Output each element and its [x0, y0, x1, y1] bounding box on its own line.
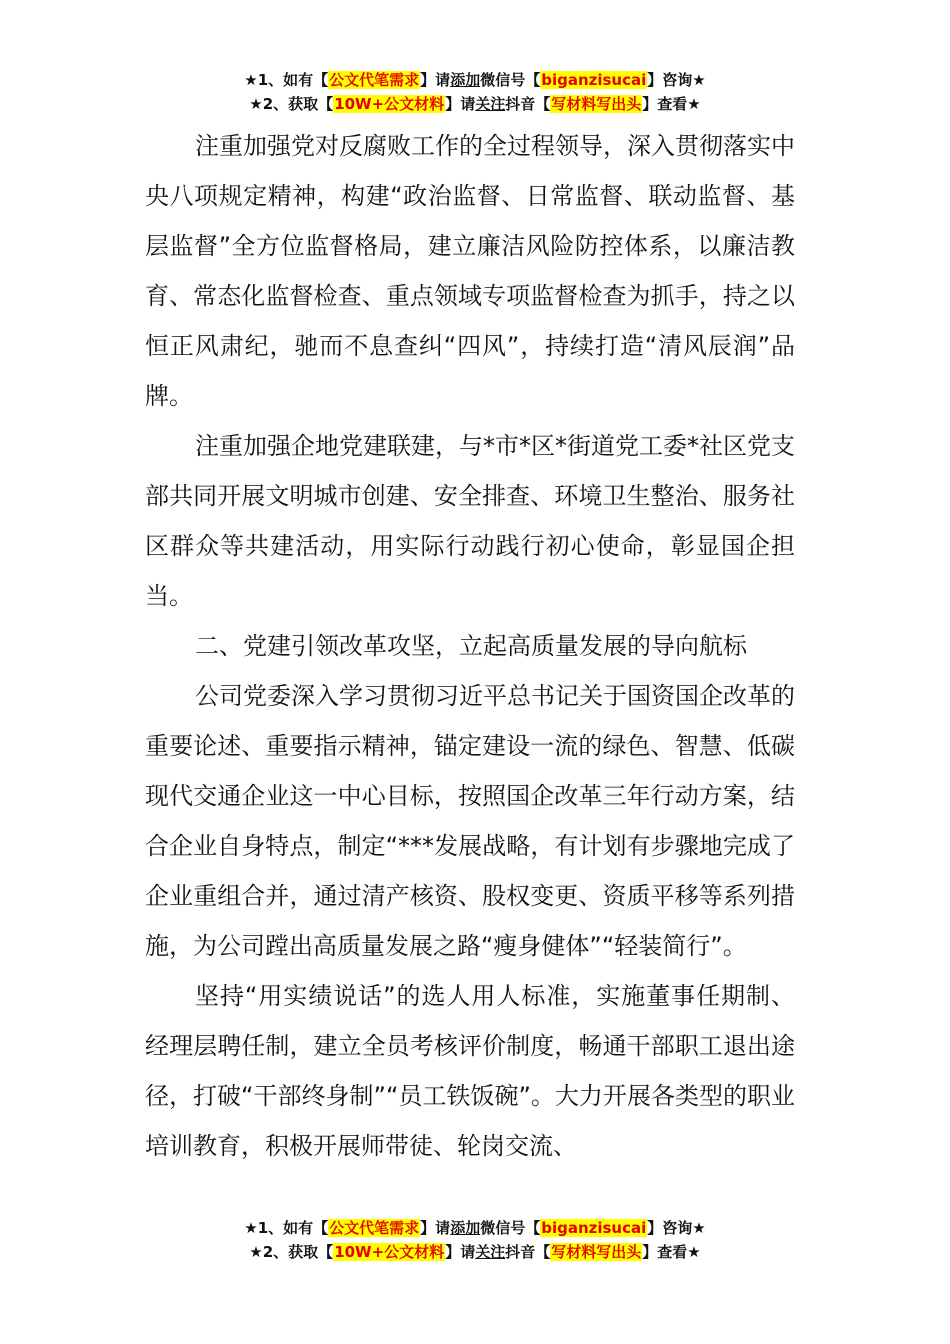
banner-text: ★2、获取【	[249, 95, 334, 113]
banner-text: 】请	[420, 71, 451, 89]
banner-text: 抖音【	[505, 1243, 551, 1261]
underlined-text: 添加	[450, 1219, 481, 1237]
header-banner	[0, 68, 950, 116]
banner-line-2	[0, 92, 950, 116]
highlight-service: 公文代笔需求	[329, 71, 420, 89]
paragraph: 坚持“用实绩说话”的选人用人标准，实施董事任期制、经理层聘任制，建立全员考核评价制度，畅通干部职工退出途径，打破“干部终身制”“员工铁饭碗”。大力开展各类型的职业培训教育，积极开展师带徒、轮岗交流、	[145, 982, 795, 1160]
banner-line-1	[0, 68, 950, 92]
highlight-service: 公文代笔需求	[329, 1219, 420, 1237]
highlight-materials: 10W+公文材料	[334, 1243, 445, 1261]
highlight-materials: 10W+公文材料	[334, 95, 445, 113]
banner-text: ★1、如有【	[244, 1219, 329, 1237]
banner-text: 】咨询★	[647, 71, 706, 89]
banner-line-2	[0, 1240, 950, 1264]
paragraph: 注重加强企地党建联建，与*市*区*街道党工委*社区党支部共同开展文明城市创建、安全排查、环境卫生整治、服务社区群众等共建活动，用实际行动践行初心使命，彰显国企担当。	[145, 432, 795, 610]
highlight-douyin-account: 写材料写出头	[551, 1243, 642, 1261]
footer-banner	[0, 1216, 950, 1264]
banner-text: 】咨询★	[647, 1219, 706, 1237]
section-heading: 二、党建引领改革攻坚，立起高质量发展的导向航标	[195, 632, 747, 660]
paragraph: 注重加强党对反腐败工作的全过程领导，深入贯彻落实中央八项规定精神，构建“政治监督、日常监督、联动监督、基层监督”全方位监督格局，建立廉洁风险防控体系，以廉洁教育、常态化监督检查、重点领域专项监督检查为抓手，持之以恒正风肃纪，驰而不息查纠“四风”，持续打造“清风辰润”品牌。	[145, 132, 795, 410]
underlined-text: 添加	[450, 71, 481, 89]
underlined-text: 关注	[475, 1243, 506, 1261]
underlined-text: 关注	[475, 95, 506, 113]
highlight-wechat-id: biganzisucai	[541, 1219, 647, 1237]
highlight-wechat-id: biganzisucai	[541, 71, 647, 89]
highlight-douyin-account: 写材料写出头	[551, 95, 642, 113]
banner-text: 】查看★	[642, 1243, 701, 1261]
banner-text: 】请	[445, 95, 476, 113]
document-body	[145, 121, 795, 1171]
banner-text: 抖音【	[505, 95, 551, 113]
banner-text: ★1、如有【	[244, 71, 329, 89]
banner-text: 微信号【	[480, 71, 541, 89]
paragraph: 公司党委深入学习贯彻习近平总书记关于国资国企改革的重要论述、重要指示精神，锚定建设一流的绿色、智慧、低碳现代交通企业这一中心目标，按照国企改革三年行动方案，结合企业自身特点，制定“***发展战略，有计划有步骤地完成了企业重组合并，通过清产核资、股权变更、资质平移等系列措施，为公司蹚出高质量发展之路“瘦身健体”“轻装简行”。	[145, 682, 795, 960]
banner-text: ★2、获取【	[249, 1243, 334, 1261]
banner-text: 微信号【	[480, 1219, 541, 1237]
banner-text: 】请	[420, 1219, 451, 1237]
banner-line-1	[0, 1216, 950, 1240]
banner-text: 】请	[445, 1243, 476, 1261]
banner-text: 】查看★	[642, 95, 701, 113]
